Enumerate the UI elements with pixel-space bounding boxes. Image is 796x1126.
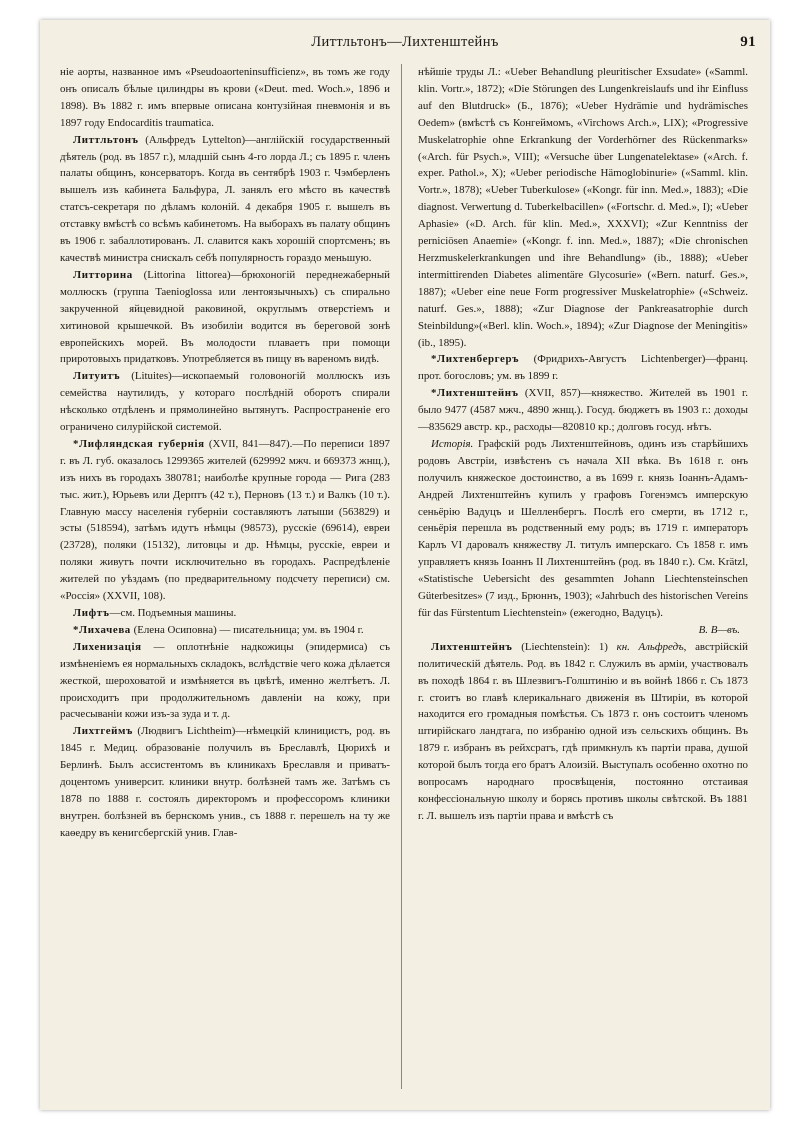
entry-littleton: Литтльтонъ (Альфредъ Lyttelton)—англійскій государственный дѣятель (род. въ 1857 г.), младшій сынъ 4-го лорда Л.; съ 1895 г. членъ палаты общинъ, консерваторъ. Когда въ сентябрѣ 1903 г. Чэмберленъ вышелъ изъ кабинета Бальфура, Л. занялъ его мѣсто въ качествѣ статсъ-секретаря по дѣламъ колоній. 4 декабря 1905 г. вышелъ въ отставку вмѣстѣ со всѣмъ кабинетомъ. На выборахъ въ палату общинъ въ 1906 г. забаллотированъ. Л. славится какъ хорошій спортсменъ; въ качествѣ министра снискалъ себѣ популярность гораздо меньшую.	[60, 133, 390, 264]
page-header	[40, 34, 770, 60]
entry-littorina: Литторина (Littorina littorea)—брюхоногій переднежаберный моллюскъ (группа Taenioglossa или лентоязычныхъ) съ спирально закрученной яйцевидной раковиной, округлымъ отверстіемъ и хитиновой крышечкой. Въ изобиліи водится въ береговой зонѣ европейскихъ морей. Въ молодости плаваетъ при помощи приротовыхъ придатковъ. Употребляется въ пищу въ вареномъ видѣ.	[60, 268, 390, 366]
entry-liechtenstein-principality: *Лихтенштейнъ (XVII, 857)—княжество. Жителей въ 1901 г. было 9477 (4587 мжч., 4890 жнщ.). Госуд. бюджетъ въ 1903 г.: доходы—835629 австр. кр., расходы—820810 кр.; долговъ госуд. нѣтъ.	[418, 387, 748, 434]
entry-lichtheim: Лихтгеймъ (Людвигъ Lichtheim)—нѣмецкій клиницистъ, род. въ 1845 г. Медиц. образованіе получилъ въ Бреславлѣ, Цюрихѣ и Берлинѣ. Былъ ассистентомъ въ клиникахъ Бреславля и приватъ-доцентомъ университ. клиники внутр. болѣзней тамъ же. Затѣмъ съ 1878 по 1888 г. состоялъ директоромъ и профессоромъ клиники внутрен. болѣзней въ бернскомъ унив., съ 1888 г. перешелъ на ту же каѳедру въ кенигсбергскій унив. Глав-	[60, 725, 390, 839]
running-title: Литтльтонъ—Лихтенштейнъ	[311, 34, 499, 50]
person-name: кн. Альфредъ	[616, 640, 684, 653]
entry-continuation: ніе аорты, названное имъ «Pseudoaorteninsufficienz», въ томъ же году онъ описалъ бѣлые цилиндры въ крови («Deut. med. Woch.», 1896 и 1898). Въ 1882 г. имъ впервые описана контузійная пневмонія и въ 1897 году Endocarditis traumatica.	[60, 66, 390, 129]
column-divider	[401, 64, 402, 1089]
entry-liechtenstein-persons: Лихтенштейнъ (Liechtenstein): 1) кн. Альфредъ, австрійскій политическій дѣятель. Род. въ 1842 г. Служилъ въ арміи, участвовалъ въ походѣ 1864 г. въ Шлезвигъ-Голштинію и въ войнѣ 1866 г. Съ 1873 г. стоитъ во главѣ клерикальнаго движенія въ Штиріи, въ которой находится его громадныя помѣстья. Съ 1873 г. онъ состоитъ членомъ штирійскаго ландтага, по избранію одной изъ сельскихъ общинъ. Въ 1879 г. избранъ въ рейхсратъ, гдѣ примкнулъ къ партіи права, душой которой былъ тогда его братъ Алоизій. Выступалъ особенно охотно по вопросамъ народнаго просвѣщенія, постоянно отстаивая конфессіональную школу и борясь противъ школы свѣтской. Въ 1881 г. Л. вышелъ изъ партіи права и вмѣстѣ съ	[418, 640, 748, 822]
author-signature: В. В—въ.	[698, 623, 740, 636]
headword: *Лихтенштейнъ	[431, 387, 519, 400]
headword: Лихтенштейнъ	[431, 640, 513, 653]
headword: Лихтгеймъ	[73, 725, 133, 738]
entry-lituit: Литуитъ (Lituites)—ископаемый головоногій моллюскъ изъ семейства наутилидъ, у котораго послѣдній оборотъ спирали нѣсколько отдѣленъ и прямолинейно вытянутъ. Распространеніе его ограничено силурійской системой.	[60, 370, 390, 434]
entry-continuation: нѣйшіе труды Л.: «Ueber Behandlung pleuritischer Exsudate» («Samml. klin. Vortr.», 1872); «Die Störungen des Lungenkreislaufs und ihr Einfluss auf den Blutdruck» (Б., 1876); «Ueber Hydrämie und hydrämisches Oedem» (вмѣстѣ съ Конгеймомъ, «Virchows Arch.», LIX); «Progressive Muskelatrophie ohne Erkrankung der Vorderhörner des Rückenmarks» («Arch. für Psych.», VIII); «Versuche über Lungenatelektase» («Arch. f. exper. Pathol.», X); «Ueber periodische Hämoglobinurie» («Samml. klin. Vortr.», 1878); «Ueber Tuberkulose» («Kongr. für inn. Med.», 1883); «Die diagnost. Verwertung d. Tuberkelbacillen» («Fortschr. d. Med.», I); «Ueber Aphasie» («D. Arch. für klin. Med.», XXXVI); «Zur Kenntniss der perniciösen Anaemie» («Kongr. f. inn. Med.», 1887); «Die chronischen Herzmuskelerkrankungen und ihre Behandlung» (ib., 1888); «Ueber intermittirenden Diabetes alimentäre Glycosurie» («Bern. naturf. Ges.», 1887); «Ueber eine neue Form progressiver Muskelatrophie» («Schweiz. naturf. Ges.», 1888); «Zur Diagnose der Pankreasatrophie durch Steinbildung»(«Berl. klin. Woch.», 1894); «Zur Diagnose der Meningitis» (ib., 1895).	[418, 66, 748, 349]
entry-liflyandskaya: *Лифляндская губернія (XVII, 841—847).—По переписи 1897 г. въ Л. губ. оказалось 1299365 жителей (629992 мжч. и 669373 жнщ.), изъ нихъ въ городахъ 380781; наиболѣе крупные города — Рига (283 тыс. жит.), Юрьевъ или Дерптъ (42 т.), Перновъ (13 т.) и Валкъ (10 т.). Главную массу населенія губерніи составляютъ латыши (563829) и эсты (518594), затѣмъ идутъ нѣмцы (98573), русскіе (69614), евреи (23728), поляки (15132), литовцы и др. Нѣмцы, русскіе, евреи и поляки живутъ почти исключительно въ городахъ. Распредѣленіе жителей по уѣздамъ (по предварительному подсчету переписи) см. «Россія» (XXVII, 108).	[60, 437, 390, 603]
right-column	[418, 64, 748, 825]
entry-lichtenberger: *Лихтенбергеръ (Фридрихъ-Августъ Lichtenberger)—франц. прот. богословъ; ум. въ 1899 г.	[418, 353, 748, 383]
headword: Лифтъ	[73, 607, 110, 619]
entry-liechtenstein-history: Исторія. Графскій родъ Лихтенштейновъ, одинъ изъ старѣйшихъ родовъ Австріи, извѣстенъ съ начала XII вѣка. Въ 1618 г. онъ получилъ княжеское достоинство, а въ 1699 г. князь Іоаннъ-Адамъ-Андрей Лихтенштейнъ купилъ у графовъ Гогенэмсъ имперскую сеньёрію Вадуцъ и Шелленбергъ. Послѣ его смерти, въ 1712 г., сеньёрія перешла въ родственный ему родъ; въ 1719 г. императоръ Карлъ VI даровалъ княжеству Л. титулъ имперскаго. Съ 1858 г. имъ управляетъ князь Іоаннъ II Лихтенштейнъ (род. въ 1840 г.). См. Krätzl, «Statistische Uebersicht des gesammten Johann Liechtensteinschen Güterbesitzes» (7 изд., Брюннъ, 1903); «Jahrbuch des historischen Vereins für das Fürstentum Liechtenstein» (ежегодно, Вадуцъ).	[418, 437, 748, 619]
entry-likhenizatsia: Лихенизація — оплотнѣніе надкожицы (эпидермиса) съ измѣненіемъ ея нормальныхъ складокъ, вслѣдствіе чего кожа дѣлается жесткой, шероховатой и измѣняется въ цвѣтѣ, именно желтѣетъ. Л. происходитъ при продолжительномъ давленіи на кожу, при расчесываніи кожи изъ-за зуда и т. д.	[60, 640, 390, 721]
headword: *Лихачева	[73, 623, 131, 636]
headword: *Лифляндская губернія	[73, 437, 205, 450]
page-number: 91	[740, 34, 756, 50]
entry-likhacheva: *Лихачева (Елена Осиповна) — писательница; ум. въ 1904 г.	[73, 623, 364, 636]
headword: Литторина	[73, 268, 133, 281]
section-label: Исторія.	[431, 437, 474, 450]
headword: Литуитъ	[73, 370, 121, 383]
left-column	[60, 64, 390, 842]
headword: *Лихтенбергеръ	[431, 353, 520, 366]
entry-lift: Лифтъ—см. Подъемныя машины.	[73, 607, 237, 619]
document-page	[40, 20, 770, 1110]
headword: Литтльтонъ	[73, 133, 139, 146]
headword: Лихенизація	[73, 640, 142, 653]
